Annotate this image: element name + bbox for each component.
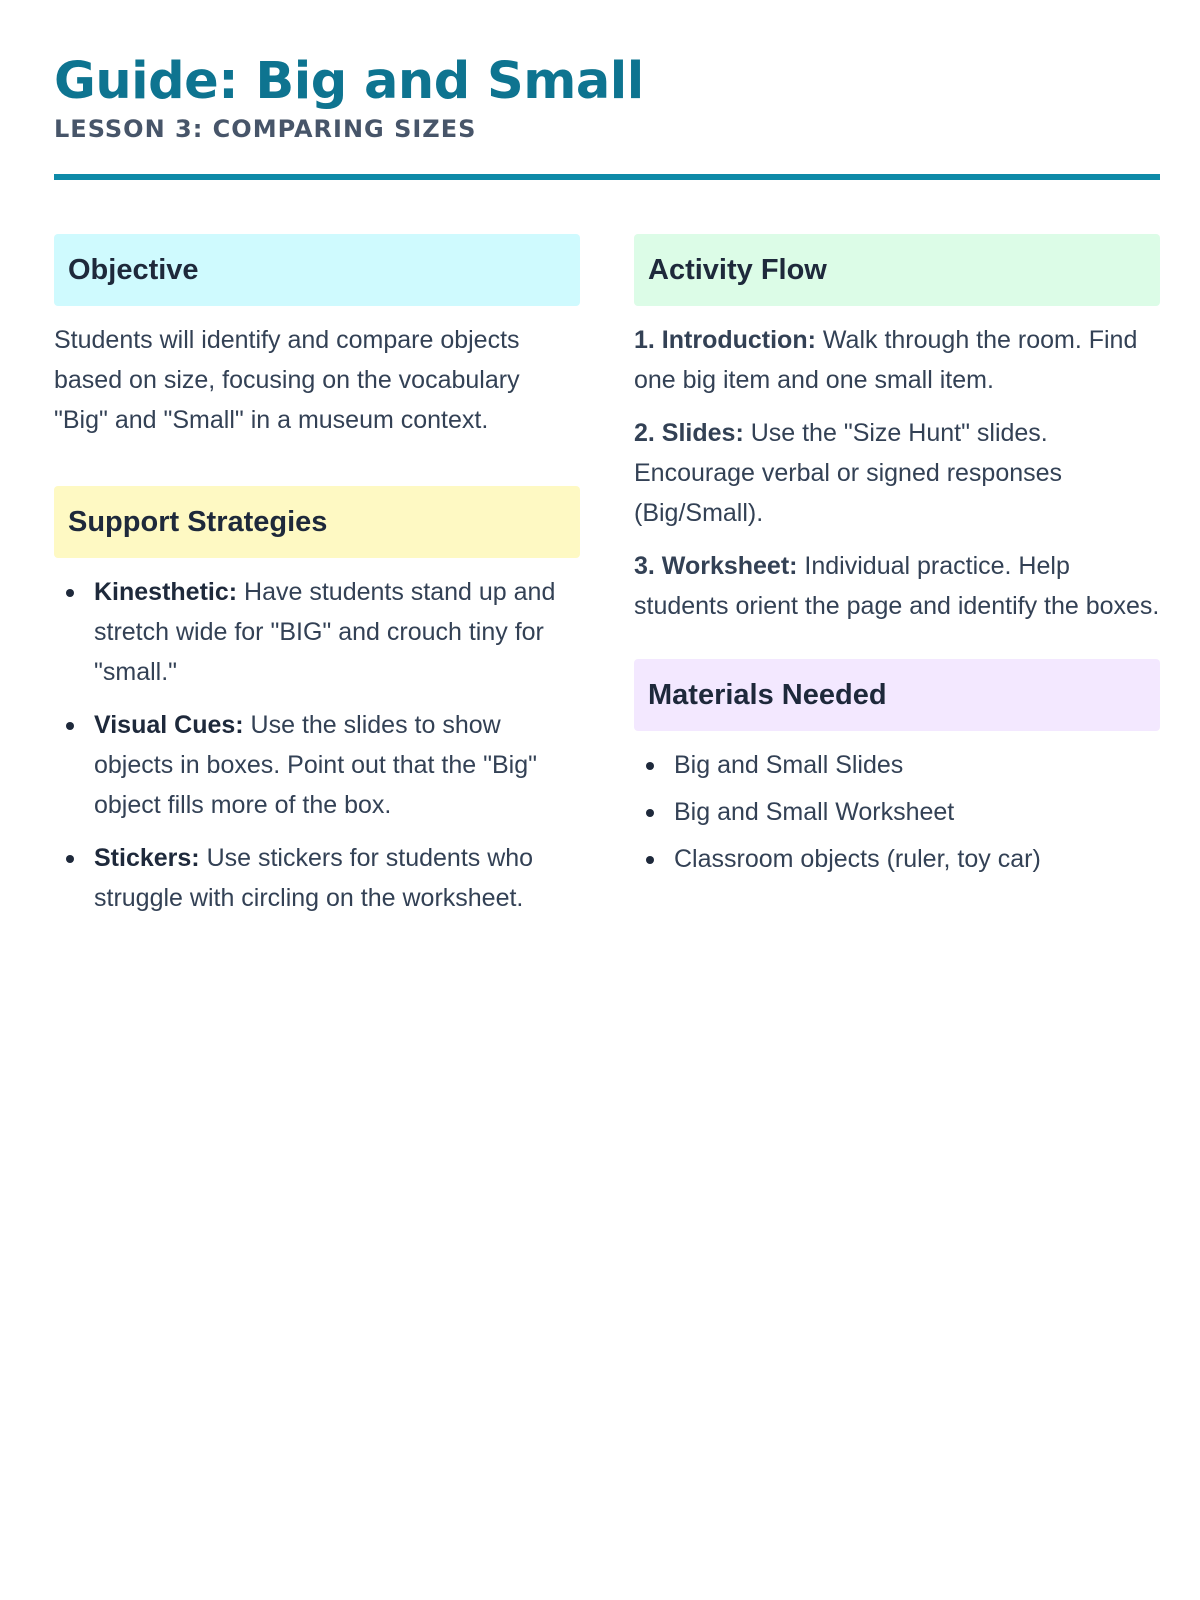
bullet-icon [66,722,74,730]
page-subtitle: LESSON 3: COMPARING SIZES [54,115,477,143]
bullet-icon [646,762,654,770]
activity-steps [634,320,1160,626]
material-text: Classroom objects (ruler, toy car) [674,845,1041,873]
content-columns [54,234,1160,931]
activity-heading: Activity Flow [634,234,1160,306]
material-text: Big and Small Slides [674,751,904,779]
list-item [54,572,580,692]
item-text: Use stickers for students who struggle with circling on the worksheet. [94,844,534,912]
support-heading: Support Strategies [54,486,580,558]
step-text: Walk through the room. Find one big item and one small item. [634,326,1138,394]
list-item [54,705,580,825]
bullet-icon [646,809,654,817]
materials-list [634,745,1160,879]
bullet-icon [66,589,74,597]
objective-text: Students will identify and compare objects based on size, focusing on the vocabulary "Big" and "Small" in a museum context. [54,326,520,434]
list-item [634,839,1160,879]
step-label: 2. Slides: [634,419,744,447]
bullet-icon [66,855,74,863]
bullet-icon [646,856,654,864]
right-column [634,234,1160,931]
list-item [634,745,1160,785]
activity-step [634,546,1160,626]
activity-step [634,413,1160,533]
activity-section [634,234,1160,626]
objective-heading: Objective [54,234,580,306]
item-label: Kinesthetic: [94,578,238,606]
support-list [54,572,580,918]
step-text: Individual practice. Help students orient the page and identify the boxes. [634,552,1160,620]
item-text: Have students stand up and stretch wide for "BIG" and crouch tiny for "small." [94,578,556,686]
item-label: Stickers: [94,844,200,872]
left-column [54,234,580,931]
materials-heading: Materials Needed [634,659,1160,731]
objective-section [54,234,580,440]
step-text: Use the "Size Hunt" slides. Encourage verbal or signed responses (Big/Small). [634,419,1063,527]
list-item [54,838,580,918]
step-label: 1. Introduction: [634,326,816,354]
page-title: Guide: Big and Small [54,52,644,111]
step-label: 3. Worksheet: [634,552,798,580]
header-divider [54,174,1160,180]
materials-section [634,659,1160,879]
material-text: Big and Small Worksheet [674,798,955,826]
list-item [634,792,1160,832]
item-text: Use the slides to show objects in boxes. Point out that the "Big" object fills more of the box. [94,711,538,819]
support-section [54,486,580,918]
activity-step [634,320,1160,400]
item-label: Visual Cues: [94,711,244,739]
